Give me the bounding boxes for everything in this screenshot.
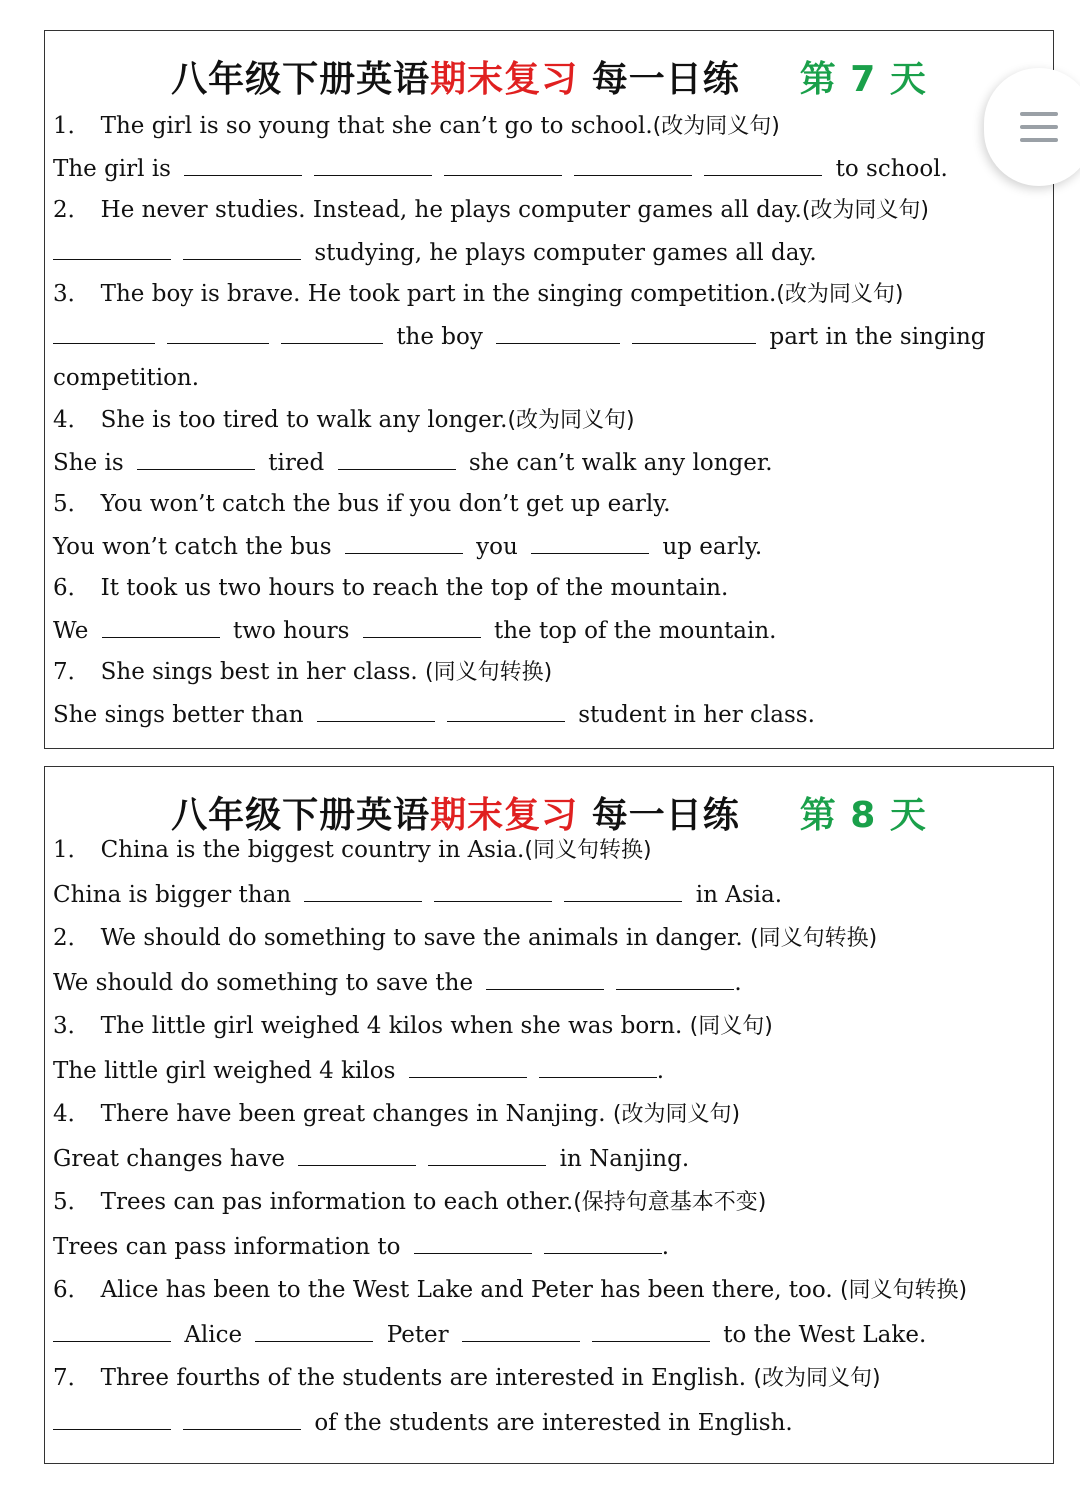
answer-blank[interactable] — [363, 615, 481, 638]
floating-menu-button[interactable] — [984, 68, 1080, 186]
answer-5: Trees can pass information to . — [53, 1231, 1045, 1262]
answer-1: China is bigger than in Asia. — [53, 879, 1045, 910]
answer-blank[interactable] — [314, 153, 432, 176]
answer-6: We two hours the top of the mountain. — [53, 615, 1045, 646]
answer-4: Great changes have in Nanjing. — [53, 1143, 1045, 1174]
answer-blank[interactable] — [317, 699, 435, 722]
answer-blank[interactable] — [338, 447, 456, 470]
question-7: 7． Three fourths of the students are interested in English. (改为同义句) — [53, 1365, 881, 1391]
answer-blank[interactable] — [428, 1143, 546, 1166]
answer-blank[interactable] — [434, 879, 552, 902]
answer-blank[interactable] — [447, 699, 565, 722]
question-7: 7． She sings best in her class. (同义句转换) — [53, 659, 553, 685]
answer-blank[interactable] — [53, 321, 155, 344]
answer-blank[interactable] — [444, 153, 562, 176]
answer-blank[interactable] — [704, 153, 822, 176]
answer-blank[interactable] — [183, 1407, 301, 1430]
answer-4: She is tired she can’t walk any longer. — [53, 447, 1045, 478]
answer-3: The little girl weighed 4 kilos . — [53, 1055, 1045, 1086]
question-1: 1． The girl is so young that she can’t go to school.(改为同义句) — [53, 113, 780, 139]
answer-7: of the students are interested in English. — [53, 1407, 1045, 1438]
question-5: 5． You won’t catch the bus if you don’t get up early. — [53, 491, 671, 517]
answer-blank[interactable] — [255, 1319, 373, 1342]
answer-blank[interactable] — [539, 1055, 657, 1078]
hamburger-menu-icon — [1020, 138, 1058, 142]
question-2: 2． We should do something to save the animals in danger. (同义句转换) — [53, 925, 878, 951]
question-6: 6． It took us two hours to reach the top of the mountain. — [53, 575, 729, 601]
answer-blank[interactable] — [298, 1143, 416, 1166]
answer-1: The girl is to school. — [53, 153, 1045, 184]
day-label: 第 7 天 — [799, 59, 927, 100]
question-3: 3． The little girl weighed 4 kilos when she was born. (同义句) — [53, 1013, 773, 1039]
question-2: 2． He never studies. Instead, he plays computer games all day.(改为同义句) — [53, 197, 929, 223]
answer-blank[interactable] — [183, 237, 301, 260]
day-label: 第 8 天 — [799, 795, 927, 836]
question-4: 4． She is too tired to walk any longer.(改为同义句) — [53, 407, 635, 433]
answer-blank[interactable] — [53, 1407, 171, 1430]
answer-blank[interactable] — [414, 1231, 532, 1254]
answer-blank[interactable] — [574, 153, 692, 176]
answer-7: She sings better than student in her class. — [53, 699, 1045, 730]
answer-blank[interactable] — [409, 1055, 527, 1078]
question-4: 4． There have been great changes in Nanjing. (改为同义句) — [53, 1101, 741, 1127]
answer-blank[interactable] — [184, 153, 302, 176]
answer-6: Alice Peter to the West Lake. — [53, 1319, 1045, 1350]
answer-2: studying, he plays computer games all day. — [53, 237, 1045, 268]
answer-2: We should do something to save the . — [53, 967, 1045, 998]
question-3: 3． The boy is brave. He took part in the singing competition.(改为同义句) — [53, 281, 904, 307]
answer-blank[interactable] — [496, 321, 620, 344]
answer-blank[interactable] — [632, 321, 756, 344]
answer-blank[interactable] — [544, 1231, 662, 1254]
answer-blank[interactable] — [486, 967, 604, 990]
answer-blank[interactable] — [592, 1319, 710, 1342]
worksheet-day-7 — [44, 30, 1054, 749]
answer-blank[interactable] — [304, 879, 422, 902]
answer-blank[interactable] — [616, 967, 734, 990]
question-5: 5． Trees can pas information to each other.(保持句意基本不变) — [53, 1189, 767, 1215]
worksheet-title: 八年级下册英语期末复习 每一日练 第 7 天 — [171, 59, 927, 100]
question-6: 6． Alice has been to the West Lake and Peter has been there, too. (同义句转换) — [53, 1277, 968, 1303]
answer-blank[interactable] — [345, 531, 463, 554]
answer-3: the boy part in the singing — [53, 321, 1045, 352]
worksheet-day-8 — [44, 766, 1054, 1464]
answer-3-continued: competition. — [53, 365, 200, 391]
answer-blank[interactable] — [137, 447, 255, 470]
hamburger-menu-icon — [1020, 125, 1058, 129]
question-1: 1． China is the biggest country in Asia.(同义句转换) — [53, 837, 652, 863]
answer-blank[interactable] — [53, 1319, 171, 1342]
answer-blank[interactable] — [167, 321, 269, 344]
answer-5: You won’t catch the bus you up early. — [53, 531, 1045, 562]
answer-blank[interactable] — [53, 237, 171, 260]
answer-blank[interactable] — [102, 615, 220, 638]
answer-blank[interactable] — [531, 531, 649, 554]
hamburger-menu-icon — [1020, 112, 1058, 116]
answer-blank[interactable] — [564, 879, 682, 902]
worksheet-title: 八年级下册英语期末复习 每一日练 第 8 天 — [171, 795, 927, 836]
answer-blank[interactable] — [281, 321, 383, 344]
answer-blank[interactable] — [462, 1319, 580, 1342]
